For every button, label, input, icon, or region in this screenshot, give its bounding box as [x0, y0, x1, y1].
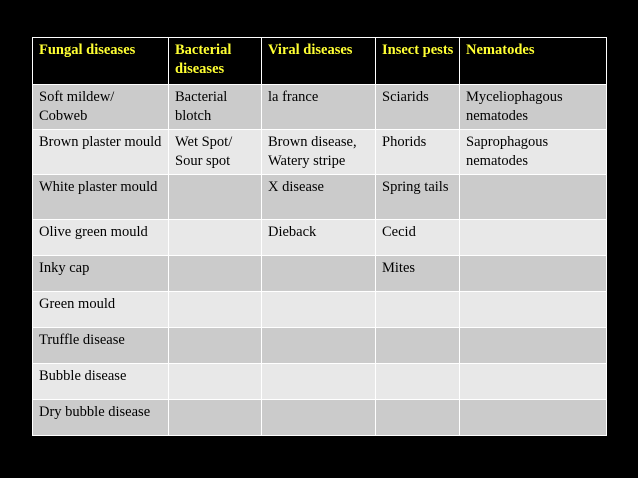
table-cell	[262, 328, 376, 364]
table-cell	[376, 292, 460, 328]
table-cell: Bacterial blotch	[169, 85, 262, 130]
table-cell	[262, 364, 376, 400]
table-row	[33, 292, 607, 328]
table-cell: Bubble disease	[33, 364, 169, 400]
table-cell: Myceliophagous nematodes	[460, 85, 607, 130]
table-row	[33, 130, 607, 175]
table-row	[33, 364, 607, 400]
table-row	[33, 175, 607, 220]
table-cell: Brown disease, Watery stripe	[262, 130, 376, 175]
table-cell: X disease	[262, 175, 376, 220]
table-cell: Dry bubble disease	[33, 400, 169, 436]
header-fungal-diseases: Fungal diseases	[33, 38, 169, 85]
table-cell	[460, 175, 607, 220]
table-cell: Phorids	[376, 130, 460, 175]
table-cell	[262, 400, 376, 436]
table-cell: Saprophagous nematodes	[460, 130, 607, 175]
table-cell: Mites	[376, 256, 460, 292]
table-cell	[376, 328, 460, 364]
table-cell	[169, 220, 262, 256]
table-cell: Cecid	[376, 220, 460, 256]
table-cell	[460, 328, 607, 364]
table-cell: Inky cap	[33, 256, 169, 292]
table-cell: Truffle disease	[33, 328, 169, 364]
table-row	[33, 220, 607, 256]
table-cell	[460, 400, 607, 436]
header-viral-diseases: Viral diseases	[262, 38, 376, 85]
table-row	[33, 85, 607, 130]
table-cell	[460, 220, 607, 256]
table-cell	[169, 400, 262, 436]
table-cell: Dieback	[262, 220, 376, 256]
table-cell: Olive green mould	[33, 220, 169, 256]
table-cell: Brown plaster mould	[33, 130, 169, 175]
table-row	[33, 328, 607, 364]
table-cell: Spring tails	[376, 175, 460, 220]
table-cell: Green mould	[33, 292, 169, 328]
table-cell	[460, 256, 607, 292]
header-bacterial-diseases: Bacterial diseases	[169, 38, 262, 85]
header-insect-pests: Insect pests	[376, 38, 460, 85]
table-cell	[169, 175, 262, 220]
header-nematodes: Nematodes	[460, 38, 607, 85]
table-cell	[460, 292, 607, 328]
table-cell	[262, 256, 376, 292]
table-row	[33, 256, 607, 292]
table-cell: la france	[262, 85, 376, 130]
table-cell	[262, 292, 376, 328]
table-cell	[169, 364, 262, 400]
table-header-row	[33, 38, 607, 85]
table-cell: Sciarids	[376, 85, 460, 130]
table-cell: White plaster mould	[33, 175, 169, 220]
table-cell	[376, 400, 460, 436]
table-cell	[376, 364, 460, 400]
table-row	[33, 400, 607, 436]
table-cell	[169, 256, 262, 292]
table-cell	[169, 328, 262, 364]
table-cell	[460, 364, 607, 400]
table-cell: Soft mildew/ Cobweb	[33, 85, 169, 130]
table-cell	[169, 292, 262, 328]
table-cell: Wet Spot/ Sour spot	[169, 130, 262, 175]
pest-disease-table	[32, 37, 607, 436]
